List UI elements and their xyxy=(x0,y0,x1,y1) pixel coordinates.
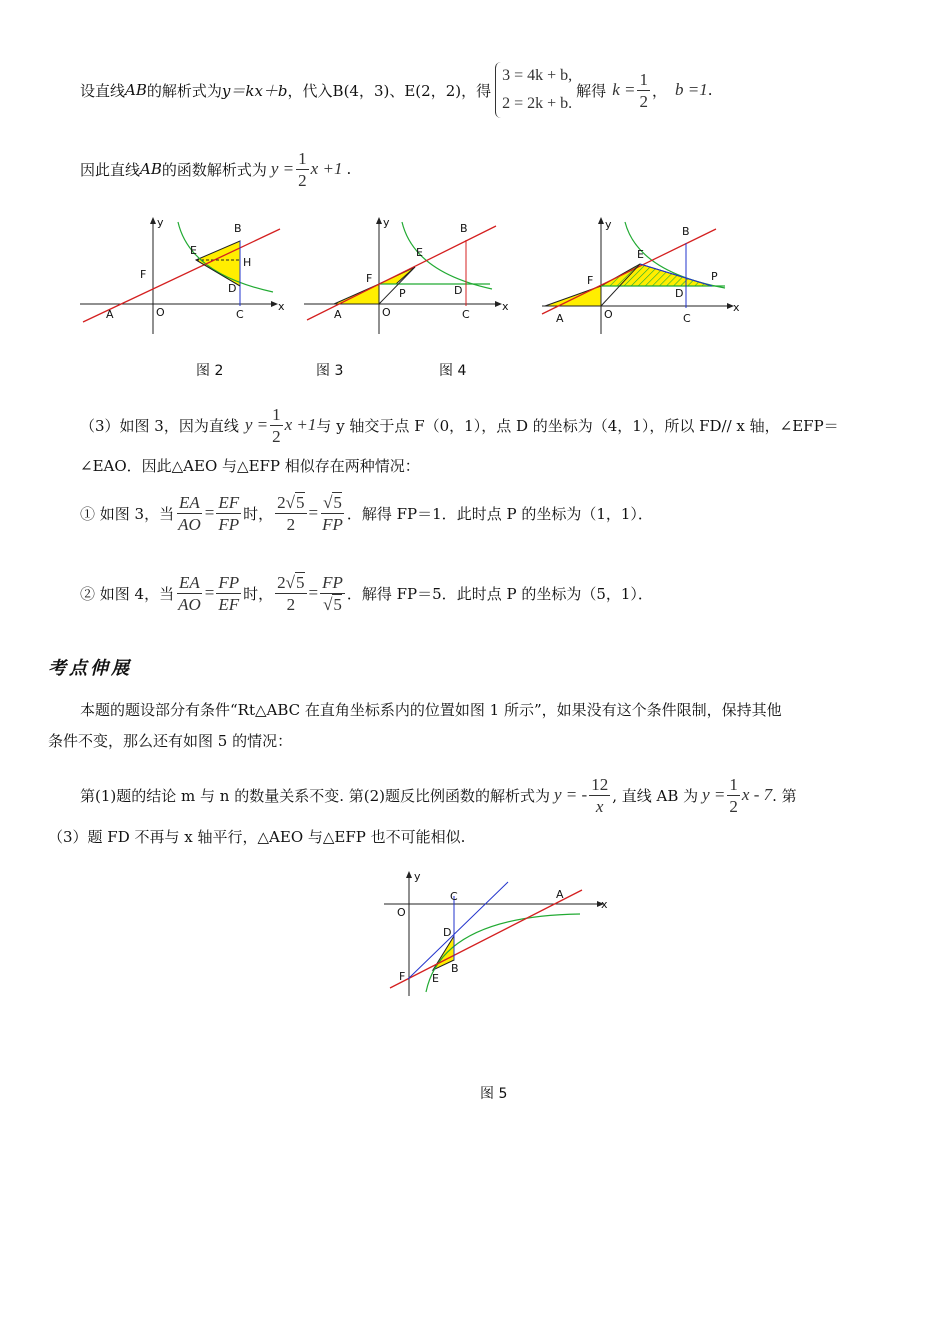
label-x: x xyxy=(278,300,285,313)
x-arrow xyxy=(495,301,502,307)
equation-system xyxy=(495,62,572,118)
text: 设直线 xyxy=(80,81,126,100)
label-o: O xyxy=(397,906,406,919)
label-c: C xyxy=(236,308,244,321)
label-x: x xyxy=(601,898,608,911)
label-a: A xyxy=(556,888,564,901)
points: B(4，3)、E(2，2) xyxy=(332,81,462,100)
denominator: 2 xyxy=(286,514,296,534)
expr: x - 7 xyxy=(741,785,773,804)
label-c: C xyxy=(450,890,458,903)
b-value: b =1 xyxy=(674,80,708,99)
coef: 2 xyxy=(277,492,286,512)
figure-2 xyxy=(78,214,288,338)
label-y: y xyxy=(414,870,421,883)
line-ep xyxy=(379,267,415,304)
denominator: 2 xyxy=(286,594,296,614)
fraction xyxy=(176,494,203,533)
denominator: FP xyxy=(322,514,343,534)
label-y: y xyxy=(383,216,390,229)
equation-row: 2 = 2k + b. xyxy=(502,95,573,112)
numerator: EA xyxy=(179,572,200,592)
radicand: 5 xyxy=(296,572,305,592)
label-d: D xyxy=(443,926,452,939)
numerator: 1 xyxy=(639,69,648,89)
text: 的解析式为 xyxy=(146,81,222,100)
denominator: AO xyxy=(178,594,201,614)
equals: = xyxy=(204,583,215,602)
fraction xyxy=(275,574,306,613)
text: ．解得 FP＝5．此时点 P 的坐标为（5，1）． xyxy=(346,584,653,603)
denominator: FP xyxy=(218,514,240,534)
expr: x +1 xyxy=(310,159,343,178)
numerator: EA xyxy=(179,492,200,512)
caption-fig2: 图 2 xyxy=(196,363,224,379)
label-o: O xyxy=(156,306,165,319)
text: 时， xyxy=(243,504,274,523)
line-ab xyxy=(542,229,716,314)
denominator: 2 xyxy=(639,91,648,111)
text: ．解得 FP＝1．此时点 P 的坐标为（1，1）． xyxy=(346,504,653,523)
text: 第(1)题的结论 m 与 n 的数量关系不变. 第(2)题反比例函数的解析式为 xyxy=(80,786,550,805)
k-label: k = xyxy=(612,80,636,99)
numerator: FP xyxy=(322,572,343,592)
label-y: y xyxy=(605,218,612,231)
fraction xyxy=(216,494,241,533)
figure-5 xyxy=(380,868,612,998)
label-d: D xyxy=(454,284,463,297)
figure-4 xyxy=(540,214,745,338)
caption-fig5: 图 5 xyxy=(480,1086,508,1102)
label-p: P xyxy=(399,287,406,300)
label-c: C xyxy=(683,312,691,325)
label-f: F xyxy=(140,268,147,281)
x-arrow xyxy=(271,301,278,307)
text: 时， xyxy=(243,584,274,603)
line-ab xyxy=(390,890,582,988)
numerator: FP xyxy=(218,572,240,592)
expr: x +1 xyxy=(284,415,317,434)
section-title: 考点伸展 xyxy=(48,658,132,679)
equation-row: 3 = 4k + b, xyxy=(502,67,573,84)
ext2-line1 xyxy=(80,767,797,823)
radicand: 5 xyxy=(333,594,342,614)
text: , 直线 AB 为 xyxy=(612,786,699,805)
y-label: y = xyxy=(244,415,269,434)
label-d: D xyxy=(675,287,684,300)
text: . xyxy=(707,81,713,99)
fraction xyxy=(275,494,306,533)
ext-line1: 本题的题设部分有条件“Rt△ABC 在直角坐标系内的位置如图 1 所示”，如果没有这个条件限制，保持其他 xyxy=(80,701,782,719)
numerator: 2√5 xyxy=(277,492,305,512)
denominator: EF xyxy=(218,594,240,614)
text: （3）如图 3，因为直线 xyxy=(80,416,239,435)
label-p: P xyxy=(711,270,718,283)
label-a: A xyxy=(334,308,342,321)
fraction xyxy=(320,574,345,613)
denominator: 2 xyxy=(729,796,738,816)
text: 与 y 轴交于点 F（0，1），点 D 的坐标为（4，1），所以 FD// x 轴，∠EFP＝ xyxy=(316,416,839,435)
y-arrow xyxy=(598,217,604,224)
text: . 第 xyxy=(772,786,797,805)
denominator: AO xyxy=(178,514,201,534)
label-e: E xyxy=(432,972,439,985)
label-h: H xyxy=(243,256,252,269)
label-x: x xyxy=(502,300,509,313)
numerator: 2√5 xyxy=(277,572,305,592)
fraction xyxy=(637,71,650,110)
text: 因此直线 xyxy=(80,160,141,179)
label-y: y xyxy=(157,216,164,229)
ext-line2: 条件不变，那么还有如图 5 的情况： xyxy=(48,732,293,750)
label-o: O xyxy=(382,306,391,319)
label-f: F xyxy=(366,272,373,285)
part3-line2: ∠EAO．因此△AEO 与△EFP 相似存在两种情况： xyxy=(80,457,420,475)
text: ，代入 xyxy=(287,81,333,100)
fraction xyxy=(589,776,610,815)
coef: 2 xyxy=(277,572,286,592)
label-b: B xyxy=(451,962,459,975)
figure-3 xyxy=(302,214,512,338)
fraction xyxy=(176,574,203,613)
text: 解得 xyxy=(576,81,607,100)
radicand: 5 xyxy=(333,492,342,512)
label-b: B xyxy=(460,222,468,235)
caption-fig4: 图 4 xyxy=(439,363,467,379)
text: . xyxy=(346,160,352,178)
text: AB xyxy=(140,160,162,178)
label-e: E xyxy=(416,246,423,259)
label-b: B xyxy=(682,225,690,238)
y-label: y = xyxy=(270,159,295,178)
fraction xyxy=(727,776,740,815)
label-x: x xyxy=(733,301,740,314)
fraction xyxy=(296,150,309,189)
line-ab xyxy=(307,226,496,320)
numerator: √5 xyxy=(323,492,342,512)
label-e: E xyxy=(190,244,197,257)
text: ，得 xyxy=(461,81,492,100)
text: 的函数解析式为 xyxy=(161,160,267,179)
label-c: C xyxy=(462,308,470,321)
label-a: A xyxy=(556,312,564,325)
text: ② 如图 4，当 xyxy=(80,584,175,603)
fraction xyxy=(270,406,283,445)
numerator: 1 xyxy=(729,774,738,794)
label-a: A xyxy=(106,308,114,321)
case1-line xyxy=(80,488,653,538)
text: AB xyxy=(125,81,147,99)
numerator: 12 xyxy=(591,774,609,794)
label-f: F xyxy=(587,274,594,287)
hatched-triangle-efp xyxy=(601,264,712,286)
label-o: O xyxy=(604,308,613,321)
y-label: y = - xyxy=(554,785,588,804)
fraction xyxy=(216,574,241,613)
ext2-line2: （3）题 FD 不再与 x 轴平行，△AEO 与△EFP 也不可能相似. xyxy=(48,828,466,846)
case2-line xyxy=(80,568,653,618)
equals: = xyxy=(308,583,319,602)
equals: = xyxy=(308,503,319,522)
y-arrow xyxy=(406,871,412,878)
caption-fig3: 图 3 xyxy=(316,363,344,379)
label-d: D xyxy=(228,282,237,295)
y-arrow xyxy=(150,217,156,224)
label-b: B xyxy=(234,222,242,235)
y-arrow xyxy=(376,217,382,224)
text: ① 如图 3，当 xyxy=(80,504,175,523)
y-label: y = xyxy=(702,785,726,804)
label-e: E xyxy=(637,248,644,261)
denominator: 2 xyxy=(298,170,307,190)
denominator: x xyxy=(595,796,604,816)
radicand: 5 xyxy=(296,492,305,512)
part3-line1 xyxy=(80,402,839,448)
equals: = xyxy=(204,503,215,522)
para-ab-function xyxy=(80,146,351,192)
numerator: EF xyxy=(218,492,240,512)
numerator: 1 xyxy=(272,404,281,424)
denominator: 2 xyxy=(272,426,281,446)
text: ， xyxy=(651,81,667,100)
para-line-ab-setup xyxy=(80,62,713,118)
denominator: √5 xyxy=(323,594,342,614)
fraction xyxy=(320,494,345,533)
numerator: 1 xyxy=(298,148,307,168)
equation: y＝kx＋b xyxy=(221,81,288,100)
label-f: F xyxy=(399,970,406,983)
